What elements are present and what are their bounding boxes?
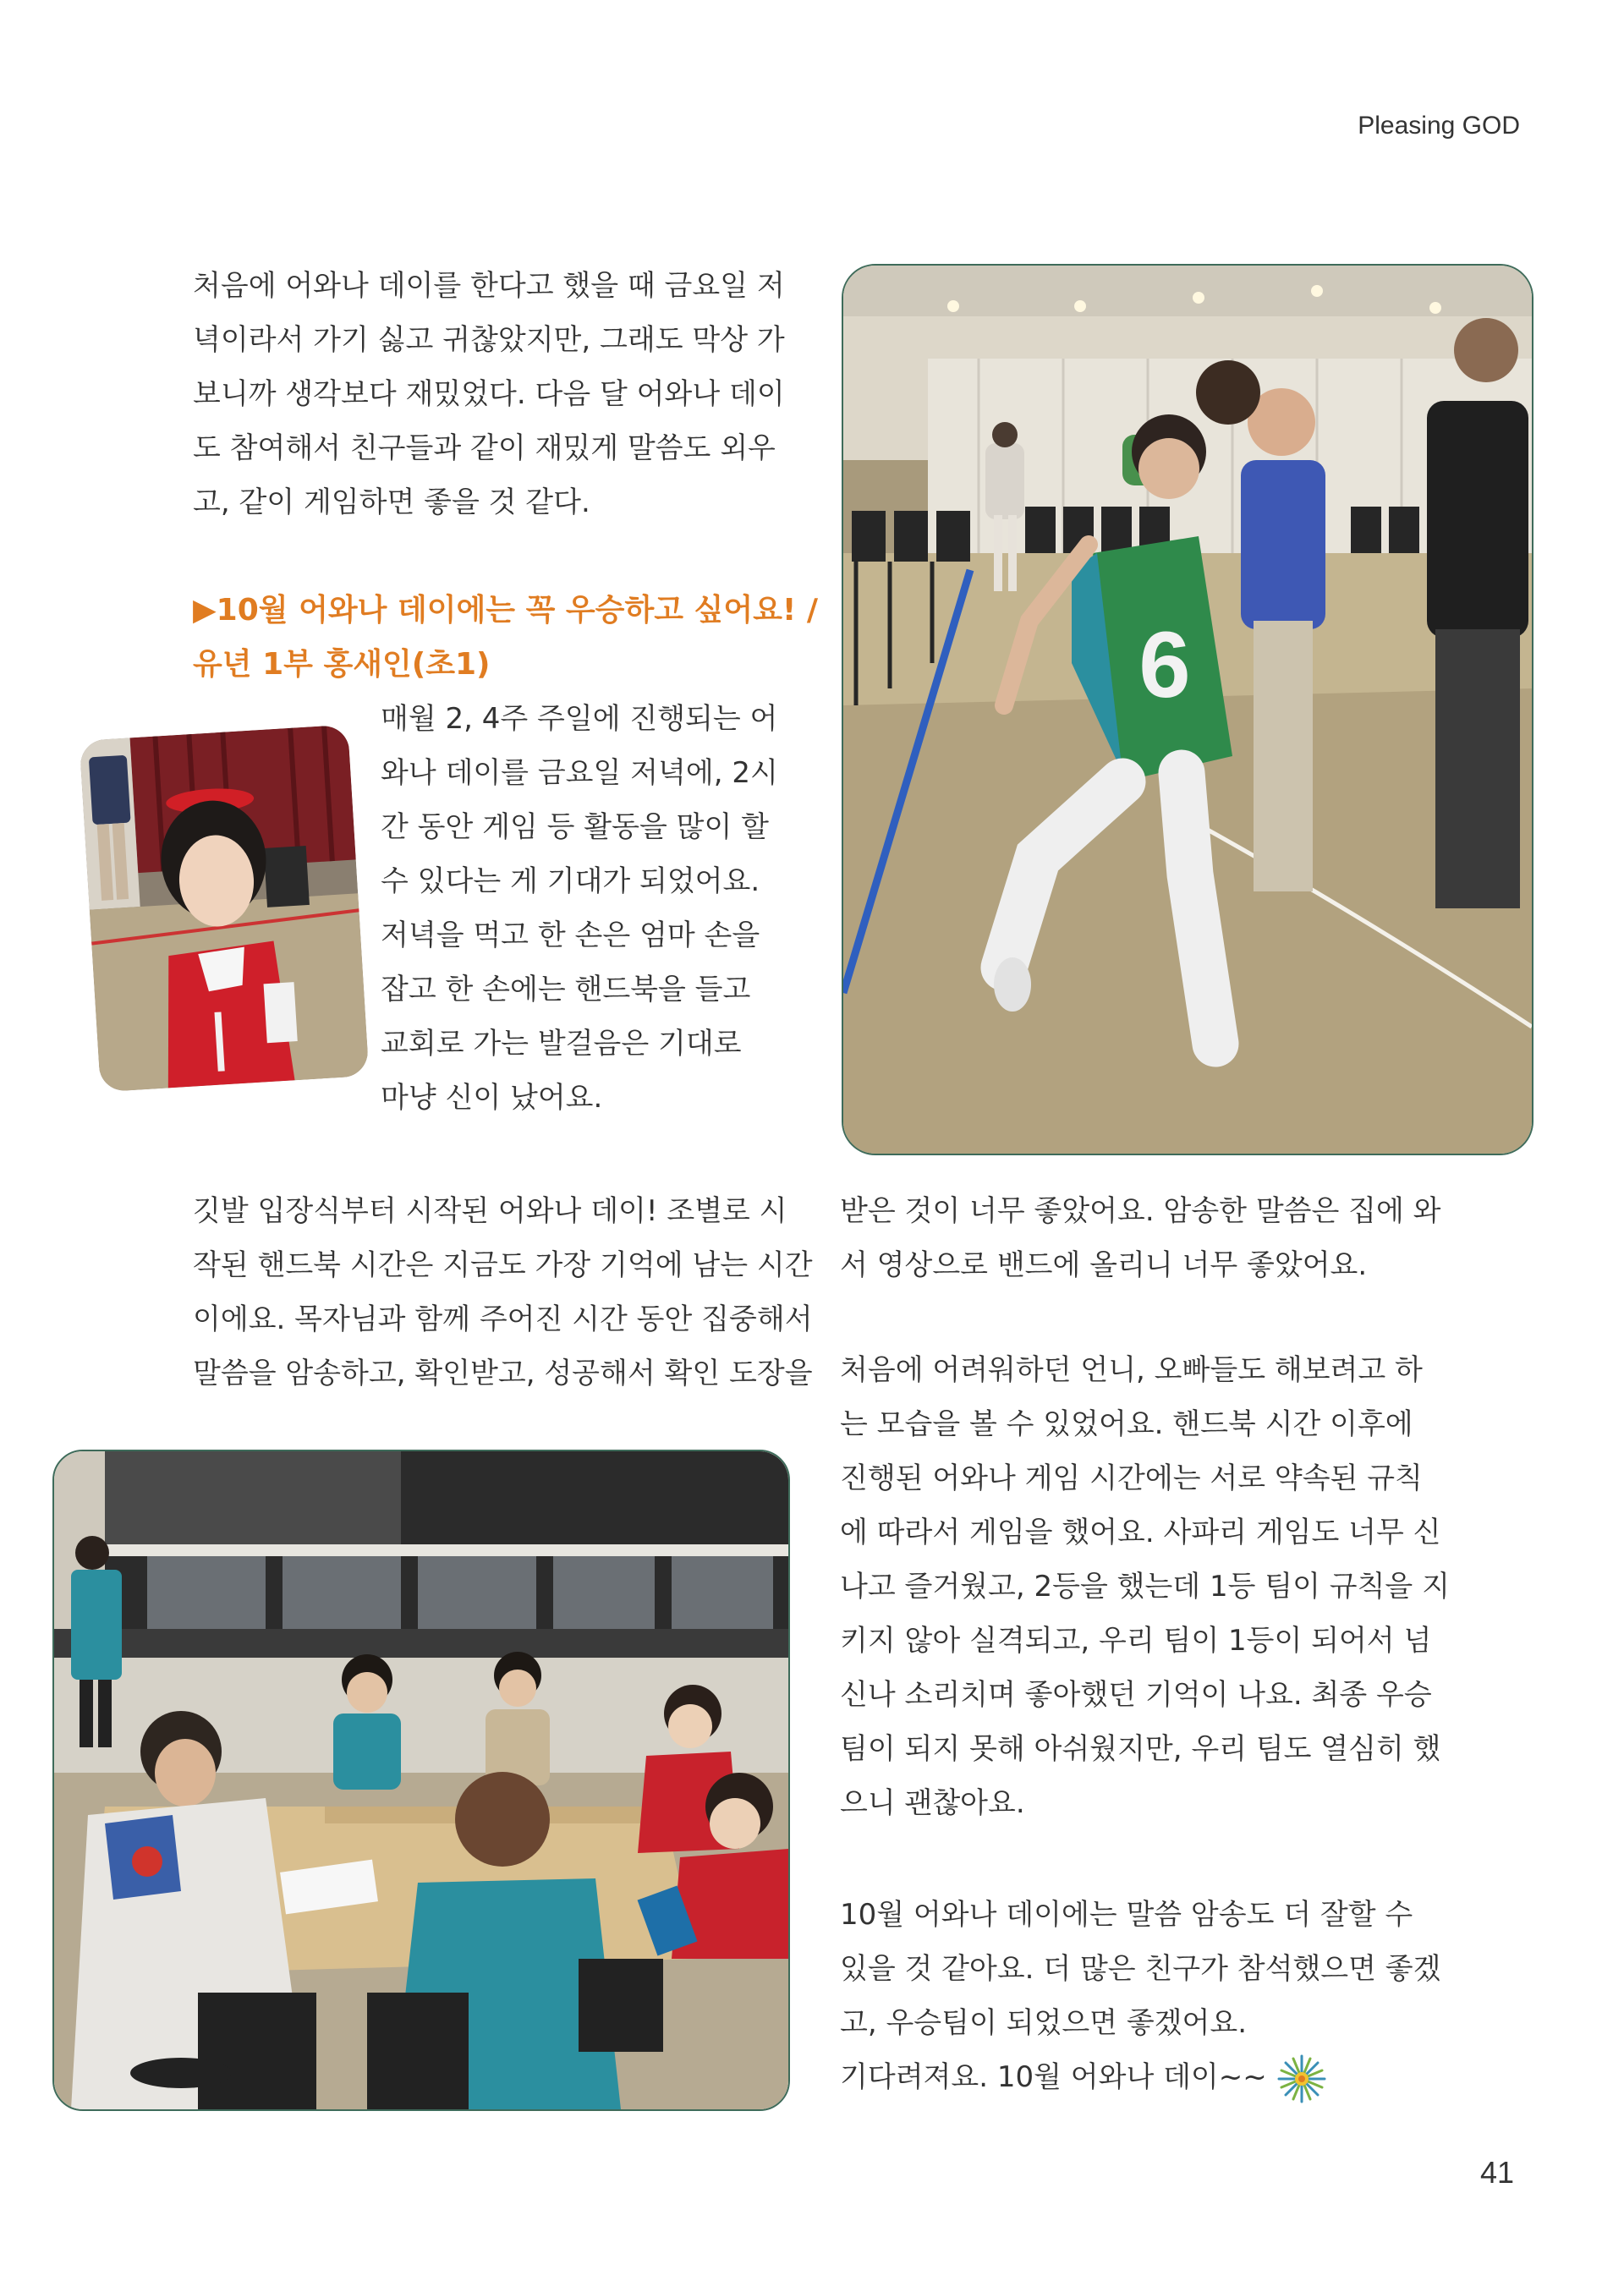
- intro-paragraph: [193, 259, 793, 529]
- text-line: 도 참여해서 친구들과 같이 재밌게 말씀도 외우: [193, 431, 776, 465]
- game-photo: [842, 264, 1533, 1155]
- heading-line: 유년 1부 홍새인(초1): [193, 647, 491, 682]
- running-header: Pleasing GOD: [1358, 112, 1520, 140]
- handbook-photo: [52, 1450, 790, 2111]
- text-line: 키지 않아 실격되고, 우리 팀이 1등이 되어서 넘: [840, 1624, 1432, 1658]
- text-line: 말씀을 암송하고, 확인받고, 성공해서 확인 도장을: [193, 1357, 813, 1390]
- text-line: 저녁을 먹고 한 손은 엄마 손을: [381, 918, 760, 952]
- text-line: 고, 같이 게임하면 좋을 것 같다.: [193, 485, 590, 519]
- text-line: 나고 즐거웠고, 2등을 했는데 1등 팀이 규칙을 지: [840, 1570, 1450, 1604]
- game-photo-image: [843, 266, 1532, 1154]
- text-line: 매월 2, 4주 주일에 진행되는 어: [381, 702, 778, 736]
- text-line: 팀이 되지 못해 아쉬웠지만, 우리 팀도 열심히 했: [840, 1732, 1441, 1766]
- text-line: 에 따라서 게임을 했어요. 사파리 게임도 너무 신: [840, 1516, 1441, 1549]
- page-number: 41: [1479, 2155, 1514, 2190]
- text-line: 깃발 입장식부터 시작된 어와나 데이! 조별로 시: [193, 1194, 787, 1228]
- story-paragraph-5: [840, 1888, 1440, 2105]
- flower-icon: [1276, 2053, 1328, 2105]
- jersey-number: 6: [1138, 613, 1191, 717]
- handbook-photo-image: [54, 1451, 788, 2109]
- text-line: 서 영상으로 밴드에 올리니 너무 좋았어요.: [840, 1248, 1368, 1282]
- girl-photo-image: [80, 725, 370, 1093]
- text-line: 와나 데이를 금요일 저녁에, 2시: [381, 756, 778, 790]
- girl-photo: [80, 725, 370, 1093]
- heading-line: ▶10월 어와나 데이에는 꼭 우승하고 싶어요! /: [193, 593, 818, 628]
- text-line: 처음에 어려워하던 언니, 오빠들도 해보려고 하: [840, 1353, 1423, 1387]
- text-line: 는 모습을 볼 수 있었어요. 핸드북 시간 이후에: [840, 1407, 1413, 1441]
- text-line: 이에요. 목자님과 함께 주어진 시간 동안 집중해서: [193, 1302, 813, 1336]
- text-line: 잡고 한 손에는 핸드북을 들고: [381, 973, 751, 1006]
- text-line: 보니까 생각보다 재밌었다. 다음 달 어와나 데이: [193, 377, 785, 411]
- text-line: 처음에 어와나 데이를 한다고 했을 때 금요일 저: [193, 269, 785, 303]
- text-line: 으니 괜찮아요.: [840, 1786, 1025, 1820]
- text-line: 10월 어와나 데이에는 말씀 암송도 더 잘할 수: [840, 1898, 1413, 1932]
- story-paragraph-2: [193, 1184, 813, 1401]
- text-line: 진행된 어와나 게임 시간에는 서로 약속된 규칙: [840, 1461, 1423, 1495]
- text-line: 녁이라서 가기 싫고 귀찮았지만, 그래도 막상 가: [193, 323, 785, 357]
- text-line: 작된 핸드북 시간은 지금도 가장 기억에 남는 시간: [193, 1248, 813, 1282]
- text-line: 교회로 가는 발걸음은 기대로: [381, 1027, 742, 1061]
- closing-text: 기다려져요. 10월 어와나 데이~~: [840, 2060, 1267, 2094]
- story-paragraph-1: [381, 692, 795, 1125]
- text-line: 받은 것이 너무 좋았어요. 암송한 말씀은 집에 와: [840, 1194, 1441, 1228]
- story-paragraph-4: [840, 1343, 1450, 1830]
- story-paragraph-3: [840, 1184, 1440, 1292]
- text-line: 마냥 신이 났어요.: [381, 1081, 603, 1115]
- closing-line: [840, 2050, 1440, 2105]
- text-line: 간 동안 게임 등 활동을 많이 할: [381, 810, 769, 844]
- text-line: 수 있다는 게 기대가 되었어요.: [381, 864, 760, 898]
- text-line: 있을 것 같아요. 더 많은 친구가 참석했으면 좋겠: [840, 1952, 1441, 1986]
- text-line: 신나 소리치며 좋아했던 기억이 나요. 최종 우승: [840, 1678, 1432, 1712]
- text-line: 고, 우승팀이 되었으면 좋겠어요.: [840, 2006, 1248, 2040]
- section-heading: [193, 584, 818, 692]
